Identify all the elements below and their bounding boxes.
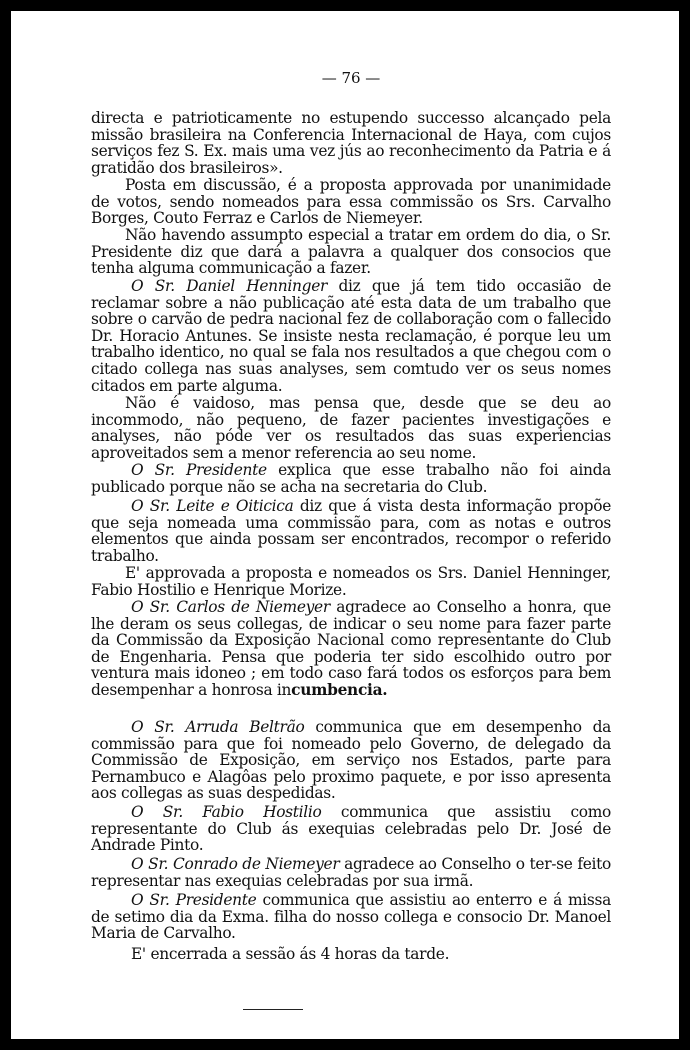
page <box>11 11 679 1039</box>
closing-rule <box>243 1009 303 1010</box>
paragraph-text: agradece ao Conselho a honra, que lhe deram os seus collegas, de indicar o seu nome para fazer parte da Commissão da Exposição Nacional como representante do Club de Engenharia. Pensa que poderia ter sido escolhido outro por ventura mais idoneo ; em todo caso fará todos os esforços para bem desempenhar a honrosa in <box>91 598 611 699</box>
paragraph-11 <box>91 804 611 854</box>
paragraph-text: diz que á vista desta informação propõe que seja nomeada uma commissão para, com as notas e outros elementos que ainda possam ser encontrados, recompor o referido trabalho. <box>91 497 611 565</box>
paragraph-text: explica que esse trabalho não foi ainda publicado porque não se acha na secretaria do Club. <box>91 461 611 496</box>
paragraph-8: E' approvada a proposta e nomeados os Srs. Daniel Henninger, Fabio Hostilio e Henrique Morize. <box>91 564 611 599</box>
paragraph-text: communica que assistiu ao enterro e á missa de setimo dia da Exma. filha do nosso collega e consocio Dr. Manoel Maria de Carvalho. <box>91 891 612 943</box>
paragraph-13 <box>91 892 611 942</box>
paragraph-text: communica que em desempenho da commissão para que foi nomeado pelo Governo, de delegado da Commissão de Exposição, em serviço nos Estados, parte para Pernambuco e Alagôas pelo proximo paquete, e por isso apresenta aos collegas as suas despedidas. <box>91 718 611 803</box>
paragraph-3: Não havendo assumpto especial a tratar em ordem do dia, o Sr. Presidente diz que dará a palavra a qualquer dos consocios que tenha alguma communicação a fazer. <box>91 226 611 278</box>
paragraph-text: diz que já tem tido occasião de reclamar sobre a não publicação até esta data de um trabalho que sobre o carvão de pedra nacional fez de collaboração com o fallecido Dr. Horacio Antunes. Se insiste nesta reclamação, é porque leu um trabalho identico, no qual se fala nos resultados a que chegou com o citado collega nas suas analyses, sem comtudo ver os seus nomes citados em parte alguma. <box>91 277 611 395</box>
paragraph-2: Posta em discussão, é a proposta approvada por unanimidade de votos, sendo nomeados para essa commissão os Srs. Carvalho Borges, Couto Ferraz e Carlos de Niemeyer. <box>91 176 611 228</box>
paragraph-text: communica que assistiu como representante do Club ás exequias celebradas pelo Dr. José de Andrade Pinto. <box>91 803 611 855</box>
paragraph-text: agradece ao Conselho o ter-se feito representar nas exequias celebradas por sua irmã. <box>91 855 611 890</box>
speaker-name: O Sr. Fabio Hostilio <box>131 803 322 821</box>
speaker-name: O Sr. Presidente <box>131 891 257 909</box>
bold-tail: cumbencia. <box>291 680 388 699</box>
paragraph-9 <box>91 599 611 699</box>
paragraph-7 <box>91 498 611 564</box>
paragraph-6 <box>91 462 611 495</box>
paragraph-14: E' encerrada a sessão ás 4 horas da tarde. <box>131 945 450 963</box>
speaker-name: O Sr. Carlos de Niemeyer <box>131 598 330 616</box>
speaker-name: O Sr. Leite e Oiticica <box>131 497 294 515</box>
paragraph-12 <box>91 856 611 889</box>
paragraph-4 <box>91 278 611 394</box>
speaker-name: O Sr. Daniel Henninger <box>131 277 328 295</box>
paragraph-1: directa e patrioticamente no estupendo successo alcançado pela missão brasileira na Conferencia Internacional de Haya, com cujos serviços fez S. Ex. mais uma vez jús ao reconhecimento da Patria e á gratidão dos brasileiros». <box>91 109 611 177</box>
paragraph-10 <box>91 719 611 802</box>
speaker-name: O Sr. Presidente <box>131 461 267 479</box>
speaker-name: O Sr. Arruda Beltrão <box>131 718 305 736</box>
page-number: — 76 — <box>321 69 381 87</box>
speaker-name: O Sr. Conrado de Niemeyer <box>131 855 340 873</box>
paragraph-5: Não é vaidoso, mas pensa que, desde que se deu ao incommodo, não pequeno, de fazer pacientes investigações e analyses, não póde ver os resultados das suas experiencias aproveitados sem a menor referencia ao seu nome. <box>91 394 611 462</box>
